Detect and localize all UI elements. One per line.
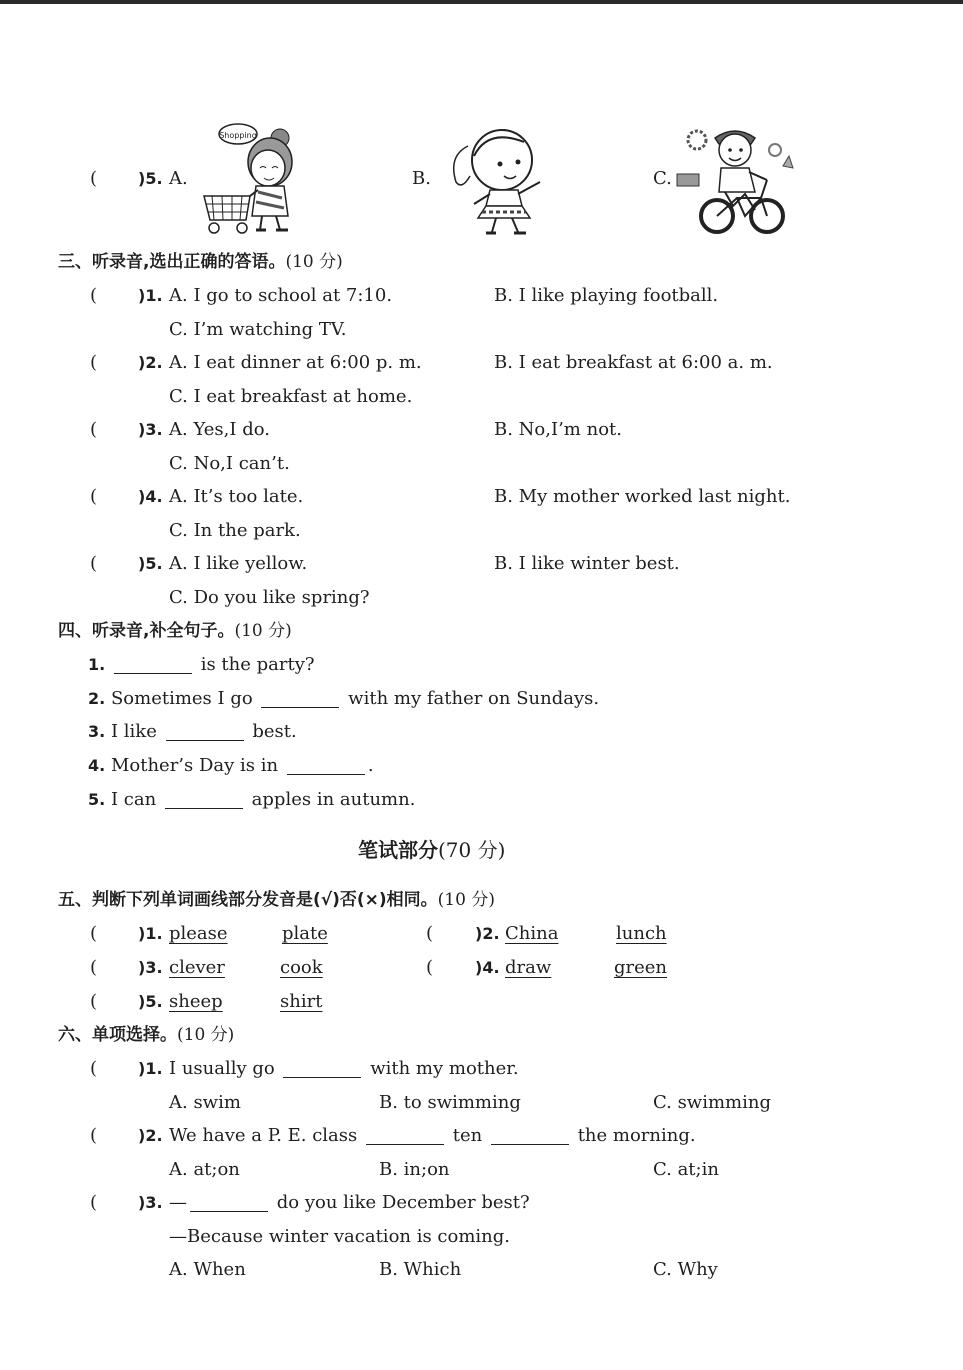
option-c: C. at;in [653, 1159, 719, 1180]
option-c: C. I’m watching TV. [169, 319, 347, 340]
question-stem: We have a P. E. class ten the morning. [169, 1125, 696, 1146]
option-label-c: C. [653, 168, 672, 189]
answer-blank[interactable] [114, 655, 192, 674]
answer-paren: ( [90, 1192, 98, 1213]
question-number: )5. [138, 992, 163, 1011]
answer-paren: ( [90, 285, 98, 306]
answer-paren: ( [90, 168, 98, 189]
question-number: )5. [138, 554, 163, 573]
question-number: )3. [138, 420, 163, 439]
option-b: B. Which [379, 1259, 462, 1280]
answer-paren: ( [426, 923, 434, 944]
question-number: )5. [138, 169, 163, 188]
option-a: A. It’s too late. [169, 486, 304, 507]
question-number: )2. [138, 353, 163, 372]
answer-blank[interactable] [190, 1193, 268, 1212]
option-c: C. swimming [653, 1092, 771, 1113]
answer-paren: ( [90, 553, 98, 574]
option-a: A. I eat dinner at 6:00 p. m. [169, 352, 422, 373]
option-b: B. I like winter best. [494, 553, 680, 574]
option-a: A. When [169, 1259, 246, 1280]
fill-sentence: 2. Sometimes I go with my father on Sundays. [88, 688, 600, 709]
fill-sentence: 5. I can apples in autumn. [88, 789, 416, 810]
section-5-heading: 五、判断下列单词画线部分发音是(√)否(×)相同。(10 分) [58, 890, 495, 910]
word-1: China [505, 923, 559, 944]
option-a: A. I go to school at 7:10. [169, 285, 393, 306]
answer-blank[interactable] [287, 756, 365, 775]
option-b: B. No,I’m not. [494, 419, 622, 440]
answer-paren: ( [90, 923, 98, 944]
fill-sentence: 1. is the party? [88, 654, 315, 675]
answer-blank[interactable] [165, 790, 243, 809]
dialogue-reply: —Because winter vacation is coming. [169, 1226, 511, 1247]
question-number: )1. [138, 1059, 163, 1078]
fill-sentence: 3. I like best. [88, 721, 297, 742]
word-2: green [614, 957, 668, 978]
boy-riding-bicycle-illustration [675, 120, 800, 240]
top-border [0, 0, 963, 4]
word-2: plate [282, 923, 328, 944]
written-part-heading: 笔试部分(70 分) [358, 838, 506, 862]
question-number: )1. [138, 286, 163, 305]
question-number: )4. [138, 487, 163, 506]
section-6-heading: 六、单项选择。(10 分) [58, 1025, 235, 1045]
question-number: )3. [138, 958, 163, 977]
word-1: sheep [169, 991, 223, 1012]
option-c: C. In the park. [169, 520, 301, 541]
option-c: C. Do you like spring? [169, 587, 370, 608]
option-a: A. I like yellow. [169, 553, 308, 574]
option-c: C. I eat breakfast at home. [169, 386, 413, 407]
word-2: cook [280, 957, 323, 978]
answer-paren: ( [90, 1125, 98, 1146]
question-stem: — do you like December best? [169, 1192, 530, 1213]
answer-paren: ( [90, 1058, 98, 1079]
word-2: lunch [616, 923, 667, 944]
question-number: )4. [475, 958, 500, 977]
word-1: please [169, 923, 228, 944]
option-a: A. swim [169, 1092, 241, 1113]
option-label-b: B. [412, 168, 431, 189]
option-label-a: A. [169, 168, 188, 189]
question-number: )2. [138, 1126, 163, 1145]
option-c: C. No,I can’t. [169, 453, 290, 474]
answer-paren: ( [90, 486, 98, 507]
word-1: clever [169, 957, 225, 978]
option-b: B. My mother worked last night. [494, 486, 791, 507]
question-number: )2. [475, 924, 500, 943]
option-b: B. in;on [379, 1159, 450, 1180]
option-b: B. I eat breakfast at 6:00 a. m. [494, 352, 773, 373]
girl-shopping-cart-illustration [198, 118, 306, 240]
answer-paren: ( [426, 957, 434, 978]
answer-paren: ( [90, 419, 98, 440]
shopping-sign: Shopping [219, 131, 257, 140]
word-2: shirt [280, 991, 323, 1012]
option-a: A. Yes,I do. [169, 419, 270, 440]
option-b: B. to swimming [379, 1092, 521, 1113]
question-number: )3. [138, 1193, 163, 1212]
answer-blank[interactable] [166, 722, 244, 741]
answer-paren: ( [90, 352, 98, 373]
answer-paren: ( [90, 991, 98, 1012]
answer-blank[interactable] [366, 1126, 444, 1145]
answer-blank[interactable] [261, 689, 339, 708]
answer-blank[interactable] [491, 1126, 569, 1145]
word-1: draw [505, 957, 552, 978]
option-a: A. at;on [169, 1159, 240, 1180]
section-3-heading: 三、听录音,选出正确的答语。(10 分) [58, 252, 343, 272]
option-c: C. Why [653, 1259, 718, 1280]
fill-sentence: 4. Mother’s Day is in . [88, 755, 374, 776]
question-number: )1. [138, 924, 163, 943]
answer-paren: ( [90, 957, 98, 978]
girl-walking-illustration [446, 120, 544, 238]
option-b: B. I like playing football. [494, 285, 719, 306]
answer-blank[interactable] [283, 1059, 361, 1078]
section-4-heading: 四、听录音,补全句子。(10 分) [58, 621, 292, 641]
question-stem: I usually go with my mother. [169, 1058, 519, 1079]
